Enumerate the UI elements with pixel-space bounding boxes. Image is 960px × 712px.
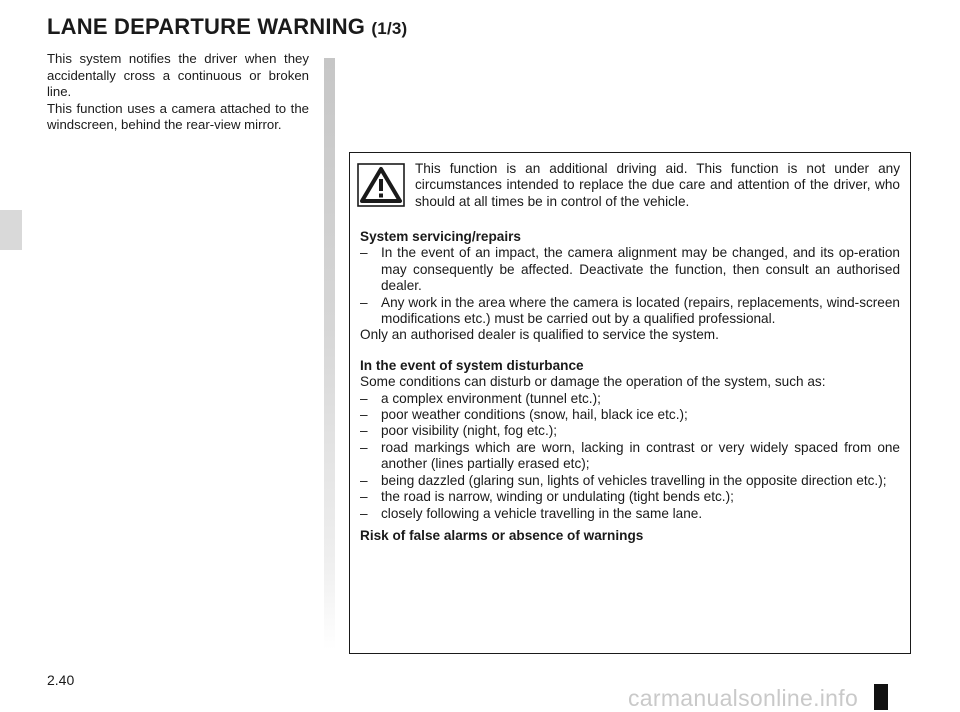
disturbance-heading: In the event of system disturbance <box>360 357 584 373</box>
list-item: – poor visibility (night, fog etc.); <box>360 423 900 439</box>
false-alarms-heading: Risk of false alarms or absence of warnings <box>360 527 644 543</box>
list-item: – being dazzled (glaring sun, lights of vehicles travelling in the opposite direction etc.); <box>360 473 900 489</box>
disturbance-list <box>360 391 900 522</box>
list-item: – poor weather conditions (snow, hail, black ice etc.); <box>360 407 900 423</box>
page-corner-mark <box>874 684 888 710</box>
servicing-section <box>360 229 900 344</box>
page-title <box>47 14 407 40</box>
intro-text <box>47 51 309 134</box>
list-item: – a complex environment (tunnel etc.); <box>360 391 900 407</box>
section-side-tab <box>0 210 22 250</box>
list-item: – road markings which are worn, lacking in contrast or very widely spaced from one another (lines partially erased etc); <box>360 440 900 473</box>
warning-sections <box>360 229 900 558</box>
page-part-indicator: (1/3) <box>371 19 408 38</box>
page-number: 2.40 <box>47 672 75 688</box>
intro-paragraph-2: This function uses a camera attached to the windscreen, behind the rear-view mirror. <box>47 100 309 133</box>
watermark: carmanualsonline.info <box>628 685 859 711</box>
warning-triangle-icon <box>357 163 405 207</box>
disturbance-section <box>360 358 900 544</box>
warning-box <box>349 152 911 654</box>
page-title-text: LANE DEPARTURE WARNING <box>47 14 366 39</box>
intro-paragraph-1: This system notifies the driver when they accidentally cross a continuous or broken line. <box>47 51 309 100</box>
list-item: – In the event of an impact, the camera alignment may be changed, and its op-eration may consequently be affected. Deactivate the function, then consult an authorised dealer. <box>360 245 900 294</box>
servicing-list <box>360 245 900 327</box>
list-item: – Any work in the area where the camera is located (repairs, replacements, wind-screen modifications etc.) must be carried out by a qualified professional. <box>360 295 900 328</box>
disturbance-intro: Some conditions can disturb or damage the operation of the system, such as: <box>360 374 826 390</box>
warning-text: This function is an additional driving aid. This function is not under any circumstances intended to replace the due care and attention of the driver, who should at all times be in control of the vehicle. <box>415 161 900 209</box>
list-item: – closely following a vehicle travelling in the same lane. <box>360 506 900 522</box>
column-divider <box>324 58 335 650</box>
servicing-note: Only an authorised dealer is qualified to service the system. <box>360 327 719 343</box>
servicing-heading: System servicing/repairs <box>360 229 521 244</box>
list-item: – the road is narrow, winding or undulating (tight bends etc.); <box>360 489 900 505</box>
